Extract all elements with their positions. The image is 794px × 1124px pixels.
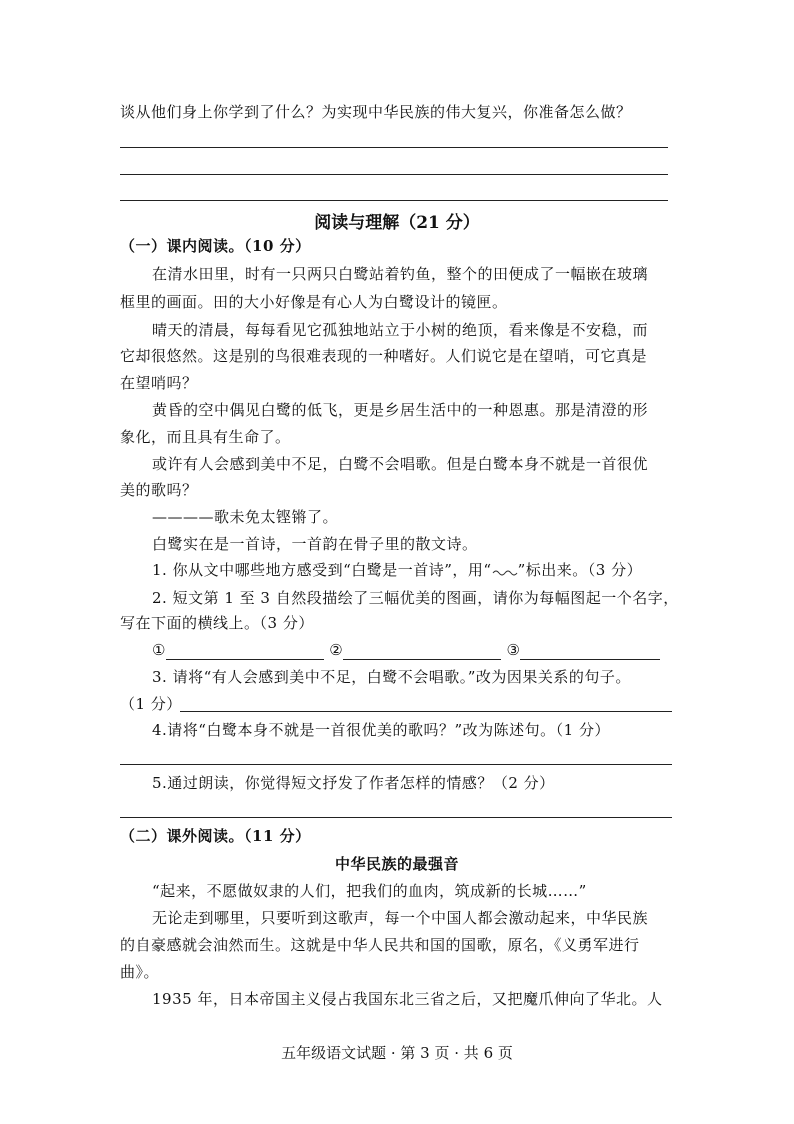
answer-line[interactable] — [120, 764, 672, 765]
question-2-answers — [152, 640, 660, 660]
question-3-line1: 3. 请将“有人会感到美中不足，白鹭不会唱歌。”改为因果关系的句子。 — [152, 668, 631, 686]
paragraph-line: 无论走到哪里，只要听到这歌声，每一个中国人都会激动起来，中华民族 — [152, 909, 649, 927]
answer-mark-3: ③ — [506, 641, 521, 659]
section-title: 阅读与理解（21 分） — [314, 213, 480, 233]
answer-line[interactable] — [120, 817, 672, 818]
paragraph-line: “起来，不愿做奴隶的人们，把我们的血肉，筑成新的长城……” — [152, 882, 587, 900]
answer-line — [120, 147, 668, 148]
wavy-underline-icon — [492, 566, 518, 576]
question-2-line2: 写在下面的横线上。（3 分） — [120, 614, 314, 632]
answer-blank-3[interactable] — [520, 645, 660, 660]
answer-mark-1: ① — [152, 641, 166, 659]
paragraph-line: 晴天的清晨，每每看见它孤独地站立于小树的绝顶，看来像是不安稳，而 — [152, 321, 649, 339]
top-question: 谈从他们身上你学到了什么？为实现中华民族的伟大复兴，你准备怎么做？ — [120, 103, 632, 121]
answer-mark-2: ② — [329, 641, 344, 659]
paragraph-line: 1935 年，日本帝国主义侵占我国东北三省之后，又把魔爪伸向了华北。人 — [152, 990, 663, 1008]
article-title: 中华民族的最强音 — [334, 855, 459, 873]
question-1 — [152, 560, 642, 580]
part1-heading: （一）课内阅读。（10 分） — [120, 237, 311, 255]
part2-heading: （二）课外阅读。（11 分） — [120, 827, 311, 845]
paragraph-line: 曲》。 — [120, 963, 160, 981]
question-3-line2: （1 分） — [120, 695, 182, 713]
paragraph-line: ————歌未免太铿锵了。 — [152, 508, 339, 526]
answer-line — [120, 174, 668, 175]
paragraph-line: 框里的画面。田的大小好像是有心人为白鹭设计的镜匣。 — [120, 293, 508, 311]
question-1-text-a: 1. 你从文中哪些地方感受到“白鹭是一首诗”，用“ — [152, 561, 492, 579]
answer-line — [120, 200, 668, 201]
paragraph-line: 白鹭实在是一首诗，一首韵在骨子里的散文诗。 — [152, 535, 478, 553]
question-4: 4.请将“白鹭本身不就是一首很优美的歌吗？”改为陈述句。（1 分） — [152, 721, 610, 739]
paragraph-line: 的自豪感就会油然而生。这就是中华人民共和国的国歌，原名，《义勇军进行 — [120, 936, 640, 954]
question-2-line1: 2. 短文第 1 至 3 自然段描绘了三幅优美的图画，请你为每幅图起一个名字， — [152, 589, 679, 607]
paragraph-line: 在清水田里，时有一只两只白鹭站着钓鱼，整个的田便成了一幅嵌在玻璃 — [152, 265, 649, 283]
paragraph-line: 美的歌吗？ — [120, 481, 198, 499]
paragraph-line: 在望哨吗？ — [120, 374, 198, 392]
paragraph-line: 黄昏的空中偶见白鹭的低飞，更是乡居生活中的一种恩惠。那是清澄的形 — [152, 401, 649, 419]
page-footer: 五年级语文试题 · 第 3 页 · 共 6 页 — [281, 1044, 513, 1062]
paragraph-line: 它却很悠然。这是别的鸟很难表现的一种嗜好。人们说它是在望哨，可它真是 — [120, 347, 648, 365]
paragraph-line: 象化，而且具有生命了。 — [120, 428, 291, 446]
question-1-text-b: ”标出来。（3 分） — [517, 561, 643, 579]
answer-blank-2[interactable] — [343, 645, 501, 660]
question-5: 5.通过朗读，你觉得短文抒发了作者怎样的情感？（2 分） — [152, 774, 555, 792]
answer-line[interactable] — [180, 711, 672, 712]
answer-blank-1[interactable] — [166, 645, 324, 660]
paragraph-line: 或许有人会感到美中不足，白鹭不会唱歌。但是白鹭本身不就是一首很优 — [152, 455, 649, 473]
